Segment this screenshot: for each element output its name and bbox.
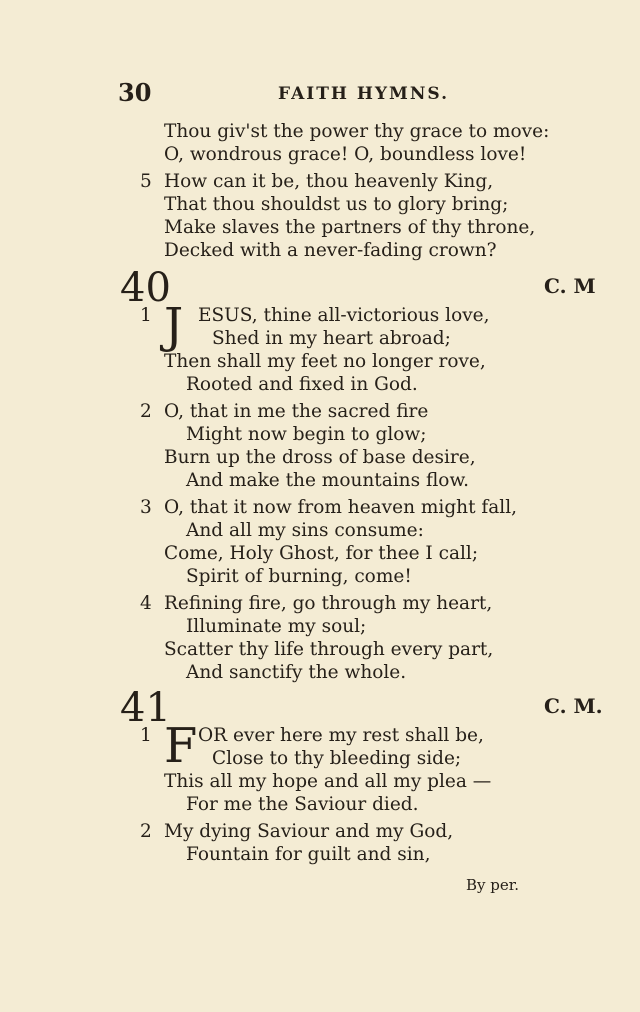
- verse-line: And all my sins consume:: [186, 520, 424, 541]
- verse-line: And sanctify the whole.: [186, 662, 407, 683]
- verse-line: 1 J ESUS, thine all-victorious love,: [140, 298, 490, 354]
- verse-number: 2: [140, 821, 152, 842]
- permission-credit: By per.: [466, 876, 520, 894]
- verse-line: 3 O, that it now from heaven might fall,: [140, 497, 517, 518]
- drop-cap: F: [164, 718, 198, 774]
- verse-line: Burn up the dross of base desire,: [164, 447, 476, 468]
- verse-line: Then shall my feet no longer rove,: [164, 351, 486, 372]
- page-number: 30: [118, 78, 152, 107]
- verse-number: 1: [140, 725, 152, 746]
- hymn-41-meter: C. M.: [544, 694, 603, 718]
- verse-line: 2 O, that in me the sacred fire: [140, 401, 429, 422]
- verse-line: And make the mountains flow.: [186, 470, 469, 491]
- verse-line: 5 How can it be, thou heavenly King,: [140, 171, 494, 192]
- verse-line: For me the Saviour died.: [186, 794, 419, 815]
- verse-line: Illuminate my soul;: [186, 616, 367, 637]
- verse-line: Shed in my heart abroad;: [212, 328, 451, 349]
- verse-line: Might now begin to glow;: [186, 424, 427, 445]
- hymn-40-number: 40: [120, 265, 171, 311]
- running-title: FAITH HYMNS.: [278, 84, 449, 104]
- verse-line: Decked with a never-fading crown?: [164, 240, 497, 261]
- hymn-40-meter: C. M: [544, 274, 596, 298]
- verse-line: 2 My dying Saviour and my God,: [140, 821, 454, 842]
- verse-line: Spirit of burning, come!: [186, 566, 412, 587]
- verse-line: Scatter thy life through every part,: [164, 639, 494, 660]
- hymn-41-body: [140, 718, 570, 866]
- verse-number: 1: [140, 305, 152, 326]
- drop-cap: J: [164, 298, 184, 354]
- page-header: [118, 78, 548, 108]
- verse-number: 3: [140, 497, 152, 518]
- verse-line: Close to thy bleeding side;: [212, 748, 462, 769]
- hymn-40-body: [140, 298, 570, 684]
- verse-line: That thou shouldst us to glory bring;: [164, 194, 509, 215]
- verse-number: 4: [140, 593, 152, 614]
- verse-line: Thou giv'st the power thy grace to move:: [164, 121, 550, 142]
- verse-line: Make slaves the partners of thy throne,: [164, 217, 536, 238]
- verse-line: 4 Refining fire, go through my heart,: [140, 593, 493, 614]
- verse-line: Come, Holy Ghost, for thee I call;: [164, 543, 479, 564]
- verse-number: 5: [140, 171, 152, 192]
- verse-line: 1 F OR ever here my rest shall be,: [140, 718, 484, 774]
- hymn-41-number: 41: [120, 685, 171, 731]
- verse-line: Rooted and fixed in God.: [186, 374, 418, 395]
- verse-line: O, wondrous grace! O, boundless love!: [164, 144, 527, 165]
- hymn-39-continuation: [140, 120, 570, 262]
- verse-line: Fountain for guilt and sin,: [186, 844, 431, 865]
- verse-line: This all my hope and all my plea —: [164, 771, 492, 792]
- verse-number: 2: [140, 401, 152, 422]
